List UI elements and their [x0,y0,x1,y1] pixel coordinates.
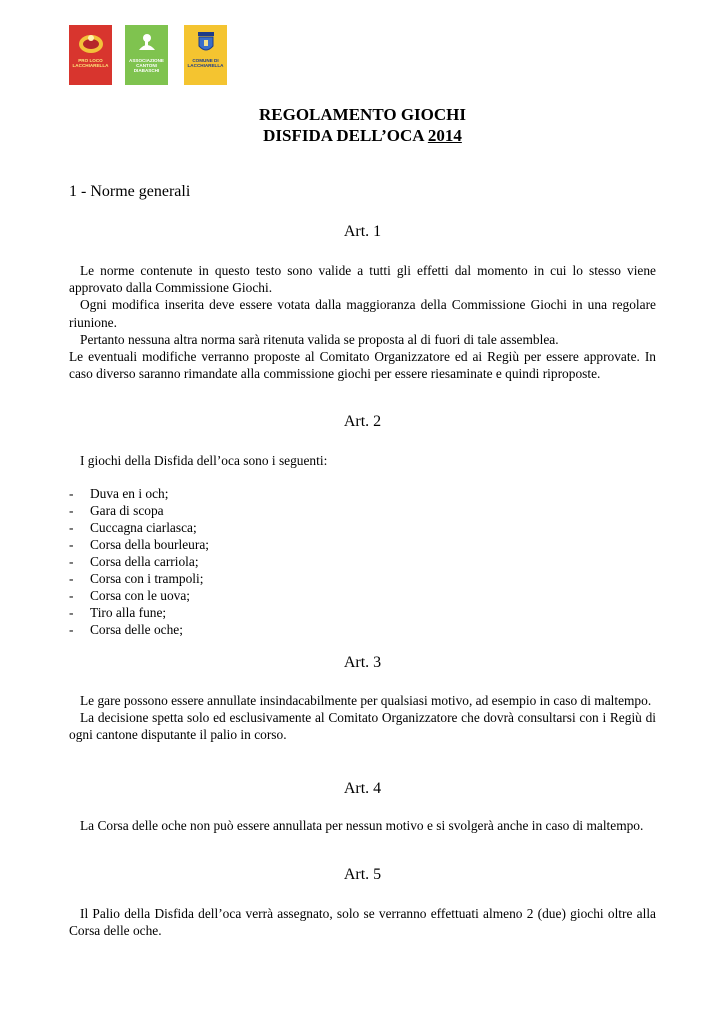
games-list [69,485,469,638]
list-item: - Corsa della carriola; [69,554,199,569]
list-item: - Gara di scopa [69,503,164,518]
list-item-text: Gara di scopa [90,503,164,518]
list-item: - Corsa con i trampoli; [69,571,204,586]
article-body [69,692,656,744]
comune-logo [184,25,227,85]
paragraph: Le norme contenute in questo testo sono valide a tutti gli effetti dal momento in cui lo stesso viene approvato dalla Commissione Giochi. [69,263,656,296]
list-item: - Duva en i och; [69,486,169,501]
article-body [69,905,656,939]
pro-loco-logo [69,25,112,85]
list-item-text: Duva en i och; [90,486,169,501]
list-item: - Corsa con le uova; [69,588,191,603]
coat-of-arms-icon [192,30,220,56]
article-heading: Art. 5 [343,866,382,883]
paragraph: Le gare possono essere annullate insindacabilmente per qualsiasi motivo, ad esempio in caso di maltempo. [80,693,652,708]
list-item-text: Cuccagna ciarlasca; [90,520,197,535]
list-item: - Cuccagna ciarlasca; [69,520,197,535]
list-item-text: Corsa con le uova; [90,588,191,603]
list-item: - Tiro alla fune; [69,605,167,620]
logo-text: COMUNE DI LACCHIARELLA [187,58,224,69]
paragraph: La Corsa delle oche non può essere annullata per nessun motivo e si svolgerà anche in caso di maltempo. [80,818,644,833]
logo-text: ASSOCIAZIONE CANTONI DIABASCHI [129,58,164,74]
paragraph: I giochi della Disfida dell’oca sono i seguenti: [80,453,328,468]
paragraph: Il Palio della Disfida dell’oca verrà assegnato, solo se verranno effettuati almeno 2 (due) giochi oltre alla Corsa delle oche. [69,906,656,939]
subtitle-text: DISFIDA DELL’OCA [263,126,428,145]
paragraph: La decisione spetta solo ed esclusivamente al Comitato Organizzatore che dovrà consultarsi con i Regiù di ogni cantone disputante il palio in corso. [69,710,656,743]
document-subtitle [0,125,725,146]
paragraph: Pertanto nessuna altra norma sarà ritenuta valida se proposta al di fuori di tale assemblea. [80,331,559,347]
list-item-text: Tiro alla fune; [90,605,167,620]
list-item-text: Corsa delle oche; [90,622,183,637]
paragraph: Le eventuali modifiche verranno proposte al Comitato Organizzatore ed ai Regiù per essere approvate. In caso diverso saranno rimandate alla commissione giochi per essere riesaminate e quindi riproposte. [69,349,656,382]
article-heading: Art. 3 [343,654,382,671]
article-heading: Art. 2 [343,413,382,430]
logo-text: PRO LOCO LACCHIARELLA [72,58,109,69]
article-body [69,817,656,834]
document-title: REGOLAMENTO GIOCHI [258,105,467,124]
subtitle-year: 2014 [427,126,462,145]
paragraph: Ogni modifica inserita deve essere votata dalla maggioranza della Commissione Giochi in una regolare riunione. [69,297,656,330]
list-item-text: Corsa della carriola; [90,554,199,569]
article-heading: Art. 4 [343,780,382,797]
article-heading: Art. 1 [343,223,382,240]
list-item: - Corsa delle oche; [69,622,183,637]
article-intro [69,452,656,469]
article-body [69,262,656,382]
list-item-text: Corsa con i trampoli; [90,571,204,586]
goose-emblem-icon [77,30,105,56]
goose-icon [133,30,161,56]
list-item-text: Corsa della bourleura; [90,537,209,552]
section-heading: 1 - Norme generali [69,183,191,200]
associazione-cantoni-logo [125,25,168,85]
list-item: - Corsa della bourleura; [69,537,209,552]
